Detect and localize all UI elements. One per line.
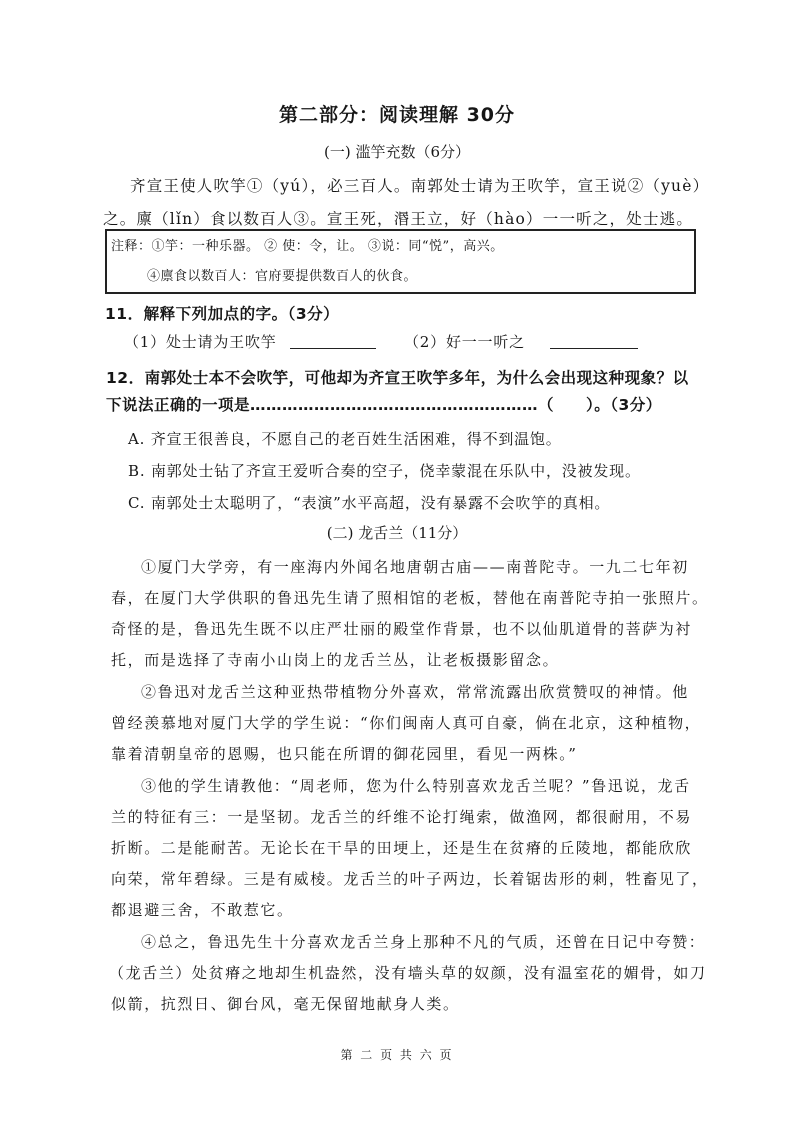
option-a: A. 齐宣王很善良，不愿自己的老百姓生活困难，得不到温饱。 — [128, 430, 562, 448]
answer-blank-2[interactable] — [550, 348, 638, 349]
passage2-line: 曾经羡慕地对厦门大学的学生说：“你们闽南人真可自豪，倘在北京，这种植物， — [111, 714, 702, 732]
passage2-line: 托，而是选择了寺南小山岗上的龙舌兰丛，让老板摄影留念。 — [111, 651, 560, 669]
passage2-line: 兰的特征有三：一是坚韧。龙舌兰的纤维不论打绳索，做渔网，都很耐用，不易 — [111, 808, 693, 826]
question-12-stem: 12．南郭处士本不会吹竽，可他却为齐宣王吹竽多年，为什么会出现这种现象？以 — [106, 369, 689, 387]
question-11-item-2: （2）好一一听之 — [404, 333, 525, 351]
passage2-line: ④总之，鲁迅先生十分喜欢龙舌兰身上那种不凡的气质，还曾在日记中夸赞： — [141, 933, 706, 951]
passage1-line: 之。廪（lǐn）食以数百人③。宣王死，湣王立，好（hào）一一听之，处士逃。 — [103, 210, 694, 228]
section2-title: (二) 龙舌兰（11分） — [326, 524, 468, 542]
passage2-line: 奇怪的是，鲁迅先生既不以庄严壮丽的殿堂作背景，也不以仙肌道骨的菩萨为衬 — [111, 620, 693, 638]
passage2-line: 靠着清朝皇帝的恩赐，也只能在所谓的御花园里，看见一两株。” — [111, 745, 578, 763]
page-footer: 第 二 页 共 六 页 — [340, 1048, 454, 1062]
passage1-line: 齐宣王使人吹竽①（yú），必三百人。南郭处士请为王吹竽，宣王说②（yuè） — [130, 177, 710, 195]
passage2-line: 都退避三舍，不敢惹它。 — [111, 901, 294, 919]
question-11-item-1: （1）处士请为王吹竽 — [124, 333, 277, 351]
annotation-line: 注释：①竽：一种乐器。 ② 使：令，让。 ③说：同“悦”，高兴。 — [111, 239, 504, 254]
option-b: B. 南郭处士钻了齐宣王爱听合奏的空子，侥幸蒙混在乐队中，没被发现。 — [128, 462, 641, 480]
passage2-line: 向荣，常年碧绿。三是有威棱。龙舌兰的叶子两边，长着锯齿形的刺，牲畜见了， — [111, 870, 709, 888]
annotation-box — [105, 229, 696, 294]
part-title: 第二部分：阅读理解 30分 — [278, 104, 516, 126]
passage2-line: （龙舌兰）处贫瘠之地却生机盎然，没有墙头草的奴颜，没有温室花的媚骨，如刀 — [109, 964, 707, 982]
passage2-line: ②鲁迅对龙舌兰这种亚热带植物分外喜欢，常常流露出欣赏赞叹的神情。他 — [141, 683, 689, 701]
passage2-line: ①厦门大学旁，有一座海内外闻名地唐朝古庙——南普陀寺。一九二七年初 — [141, 558, 689, 576]
option-c: C. 南郭处士太聪明了，“表演”水平高超，没有暴露不会吹竽的真相。 — [128, 494, 611, 512]
answer-blank-1[interactable] — [290, 348, 376, 349]
question-12-stem: 下说法正确的一项是………………………………………………（ ）。（3分） — [106, 396, 662, 414]
section1-title: (一) 滥竽充数（6分） — [323, 143, 471, 161]
passage2-line: 春，在厦门大学供职的鲁迅先生请了照相馆的老板，替他在南普陀寺拍一张照片。 — [111, 589, 709, 607]
passage2-line: 似箭，抗烈日、御台风，毫无保留地献身人类。 — [111, 995, 460, 1013]
passage2-line: ③他的学生请教他：“周老师，您为什么特别喜欢龙舌兰呢？”鲁迅说，龙舌 — [141, 777, 691, 795]
passage2-line: 折断。二是能耐苦。无论长在干旱的田埂上，还是生在贫瘠的丘陵地，都能欣欣 — [111, 839, 693, 857]
annotation-line: ④廪食以数百人：官府要提供数百人的伙食。 — [147, 269, 418, 284]
question-11-stem: 11．解释下列加点的字。（3分） — [105, 305, 340, 323]
